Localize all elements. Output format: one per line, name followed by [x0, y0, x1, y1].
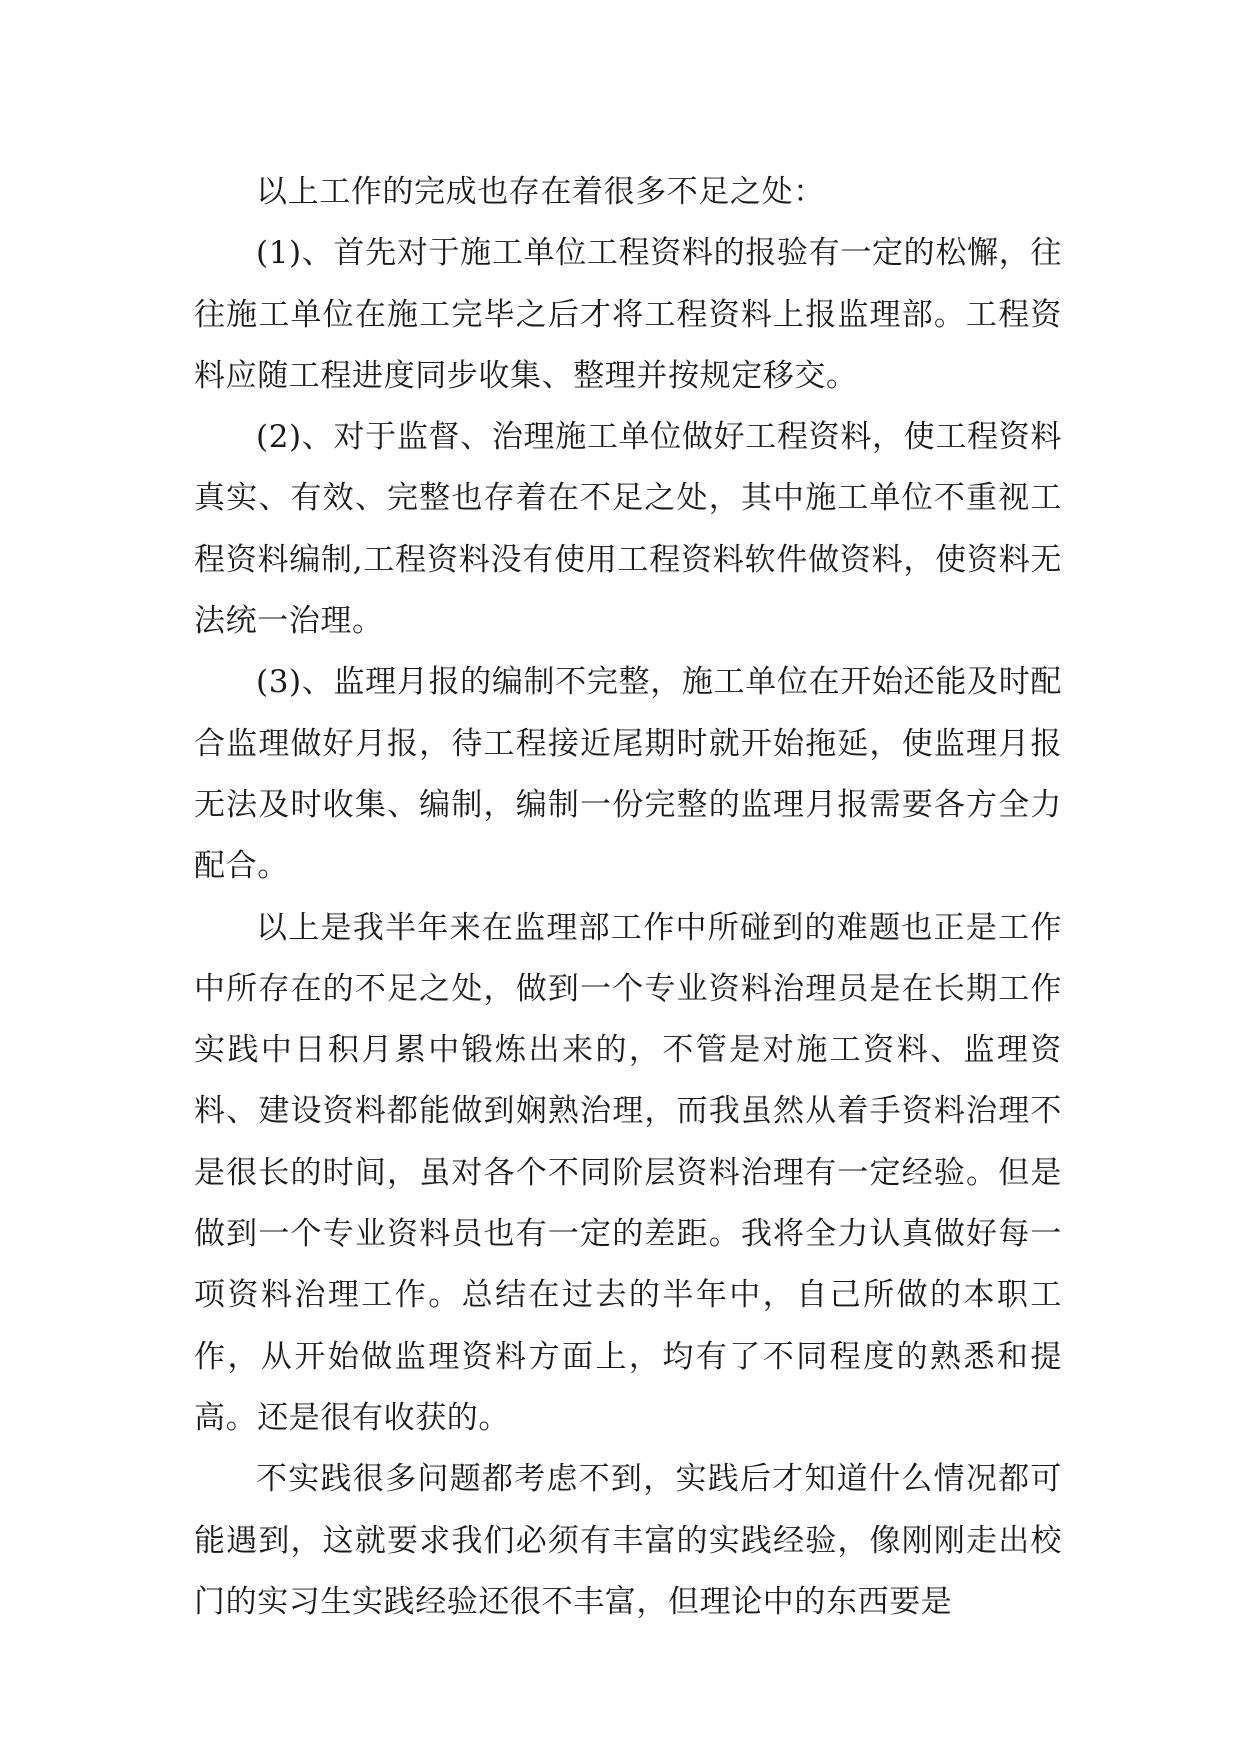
paragraph-intro: 以上工作的完成也存在着很多不足之处：: [256, 174, 825, 210]
paragraph-practice: 不实践很多问题都考虑不到，实践后才知道什么情况都可能遇到，这就要求我们必须有丰富的实践经验，像刚刚走出校门的实习生实践经验还很不丰富，但理论中的东西要是: [194, 1461, 1062, 1620]
paragraph-item-3: (3)、监理月报的编制不完整，施工单位在开始还能及时配合监理做好月报，待工程接近尾期时就开始拖延，使监理月报无法及时收集、编制，编制一份完整的监理月报需要各方全力配合。: [194, 664, 1062, 885]
paragraph-summary: 以上是我半年来在监理部工作中所碰到的难题也正是工作中所存在的不足之处，做到一个专业资料治理员是在长期工作实践中日积月累中锻炼出来的，不管是对施工资料、监理资料、建设资料都能做到娴熟治理，而我虽然从着手资料治理不是很长的时间，虽对各个不同阶层资料治理有一定经验。但是做到一个专业资料员也有一定的差距。我将全力认真做好每一项资料治理工作。总结在过去的半年中，自己所做的本职工作，从开始做监理资料方面上，均有了不同程度的熟悉和提高。还是很有收获的。: [194, 909, 1062, 1436]
paragraph-item-2: (2)、对于监督、治理施工单位做好工程资料，使工程资料真实、有效、完整也存着在不足之处，其中施工单位不重视工程资料编制,工程资料没有使用工程资料软件做资料，使资料无法统一治理。: [194, 419, 1062, 640]
document-body: [194, 162, 1062, 1633]
paragraph-item-1: (1)、首先对于施工单位工程资料的报验有一定的松懈，往往施工单位在施工完毕之后才将工程资料上报监理部。工程资料应随工程进度同步收集、整理并按规定移交。: [194, 235, 1062, 394]
